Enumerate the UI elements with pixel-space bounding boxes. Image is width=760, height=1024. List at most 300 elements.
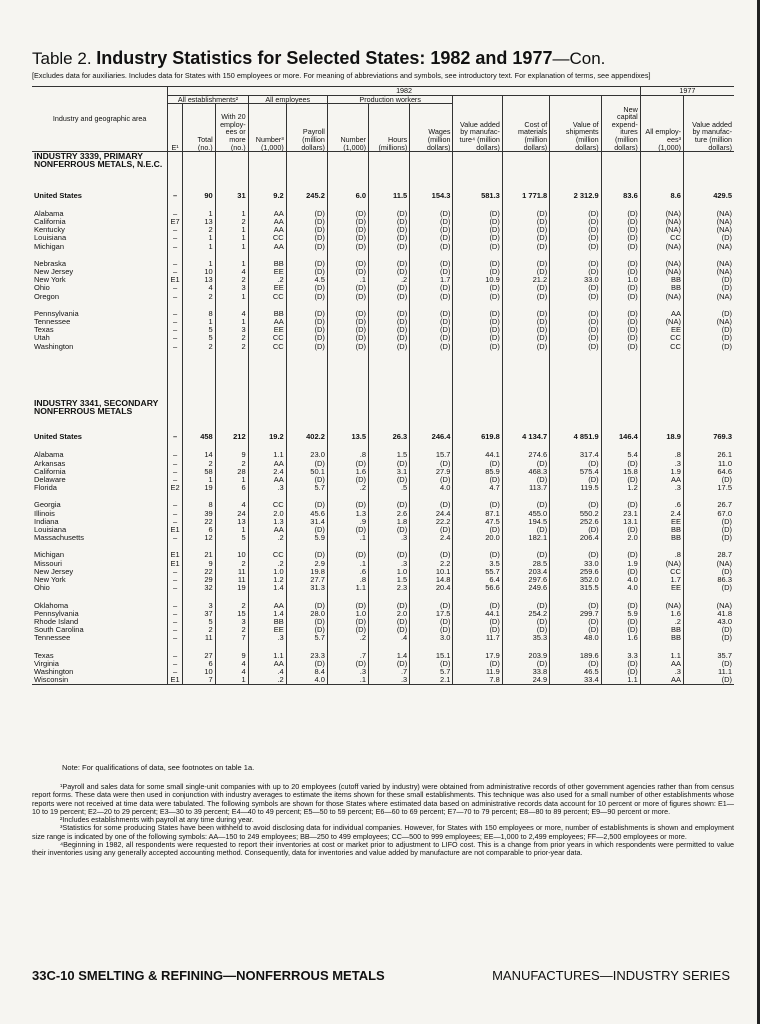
data-cell: (D) bbox=[369, 501, 410, 509]
data-cell: 26.3 bbox=[369, 433, 410, 441]
data-cell: (D) bbox=[683, 660, 734, 668]
data-cell: (D) bbox=[550, 310, 601, 318]
data-cell: 10 bbox=[182, 668, 215, 676]
data-cell: 4 bbox=[215, 660, 248, 668]
data-cell: 1 bbox=[215, 676, 248, 685]
data-cell: 58 bbox=[182, 468, 215, 476]
data-cell: 19.2 bbox=[248, 433, 286, 441]
data-cell: 5.4 bbox=[601, 451, 640, 459]
data-cell: BB bbox=[640, 534, 683, 542]
data-cell: 14.8 bbox=[410, 576, 453, 584]
data-cell: 9.2 bbox=[248, 192, 286, 200]
data-cell: (D) bbox=[601, 476, 640, 484]
estimate-flag: – bbox=[168, 510, 182, 518]
shipments-header: Value of shipments (million dollars) bbox=[550, 95, 601, 152]
data-cell: (D) bbox=[410, 626, 453, 634]
data-cell: 10.9 bbox=[453, 276, 502, 284]
data-cell: (D) bbox=[601, 668, 640, 676]
data-cell: (D) bbox=[410, 343, 453, 351]
area-name: Louisiana bbox=[34, 234, 67, 243]
data-cell: (D) bbox=[327, 460, 368, 468]
data-cell: (D) bbox=[369, 318, 410, 326]
data-cell: .2 bbox=[640, 618, 683, 626]
data-cell: 1 bbox=[215, 318, 248, 326]
state-row bbox=[32, 634, 734, 642]
data-cell: (D) bbox=[683, 343, 734, 351]
data-cell: 2 bbox=[215, 626, 248, 634]
data-cell: (D) bbox=[286, 210, 327, 218]
data-cell: (D) bbox=[453, 334, 502, 342]
estimate-flag: – bbox=[168, 602, 182, 610]
data-cell: (D) bbox=[601, 602, 640, 610]
data-cell: (D) bbox=[550, 326, 601, 334]
estimate-flag: – bbox=[168, 260, 182, 268]
data-cell: (NA) bbox=[683, 293, 734, 301]
data-cell: .3 bbox=[640, 668, 683, 676]
data-cell: 6 bbox=[182, 526, 215, 534]
data-cell: (D) bbox=[327, 260, 368, 268]
data-cell: 50.1 bbox=[286, 468, 327, 476]
data-cell: 13 bbox=[215, 518, 248, 526]
data-cell: (D) bbox=[327, 293, 368, 301]
data-cell: 2 bbox=[182, 460, 215, 468]
data-cell: 5.9 bbox=[286, 534, 327, 542]
state-row bbox=[32, 676, 734, 685]
data-cell: (D) bbox=[550, 268, 601, 276]
data-cell: (D) bbox=[502, 660, 549, 668]
data-cell: 8.4 bbox=[286, 668, 327, 676]
data-cell: 274.6 bbox=[502, 451, 549, 459]
spacer-row bbox=[32, 415, 734, 433]
section-heading: INDUSTRY 3339, PRIMARY NONFERROUS METALS, N.E.C. bbox=[34, 151, 163, 170]
data-cell: (D) bbox=[683, 676, 734, 685]
data-cell: (D) bbox=[683, 310, 734, 318]
data-cell: (D) bbox=[502, 626, 549, 634]
estimate-flag: – bbox=[168, 343, 182, 351]
data-cell: (D) bbox=[453, 618, 502, 626]
data-cell: (D) bbox=[327, 334, 368, 342]
data-cell: (D) bbox=[453, 660, 502, 668]
data-cell: (D) bbox=[683, 476, 734, 484]
table-number: Table 2. bbox=[32, 49, 92, 68]
estimate-flag: – bbox=[168, 668, 182, 676]
estimate-flag: – bbox=[168, 192, 182, 200]
estimate-flag: E1 bbox=[168, 560, 182, 568]
area-name: New Jersey bbox=[34, 268, 74, 277]
area-name: United States bbox=[34, 191, 82, 200]
section-heading-row bbox=[32, 399, 734, 415]
data-cell: 19.8 bbox=[286, 568, 327, 576]
total-header: Total (no.) bbox=[182, 104, 215, 152]
data-cell: (D) bbox=[601, 218, 640, 226]
data-cell: 299.7 bbox=[550, 610, 601, 618]
estimate-flag: E2 bbox=[168, 484, 182, 492]
data-cell: (D) bbox=[286, 310, 327, 318]
data-cell: (NA) bbox=[640, 260, 683, 268]
spacer-row bbox=[32, 351, 734, 399]
data-cell: 1 bbox=[182, 318, 215, 326]
footnote-3: ³Statistics for some producing States have been withheld to avoid disclosing data for individual companies. However, for States with 150 employees or more, number of establishments is shown and employment size range is indicated by one of the following symbols: AA—150 to 249 employees; BB—250 to 499 employees; CC—500 to 999 employees; EE—1,000 to 2,499 employees; FF—2,500 employees or more. bbox=[32, 823, 734, 841]
data-cell: (D) bbox=[369, 460, 410, 468]
data-cell: (D) bbox=[683, 284, 734, 292]
data-cell: 2.4 bbox=[640, 510, 683, 518]
data-cell: 18.9 bbox=[640, 433, 683, 441]
data-cell: (D) bbox=[502, 260, 549, 268]
data-cell: 6.4 bbox=[453, 576, 502, 584]
data-cell: 203.9 bbox=[502, 652, 549, 660]
data-cell: (D) bbox=[550, 526, 601, 534]
data-cell: 206.4 bbox=[550, 534, 601, 542]
data-cell: 4 bbox=[215, 501, 248, 509]
table-note: Note: For qualifications of data, see footnotes on table 1a. bbox=[62, 763, 255, 772]
data-cell: 1.1 bbox=[601, 676, 640, 685]
data-cell: 1.1 bbox=[327, 584, 368, 592]
data-cell: (D) bbox=[502, 501, 549, 509]
data-cell: 1.1 bbox=[640, 652, 683, 660]
data-cell: 4.0 bbox=[601, 584, 640, 592]
area-name: Kentucky bbox=[34, 226, 65, 235]
employees-1977-header: All employ-ees³ (1,000) bbox=[640, 95, 683, 152]
data-cell: 56.6 bbox=[453, 584, 502, 592]
area-name: Massachusetts bbox=[34, 534, 85, 543]
data-cell: 2 bbox=[215, 460, 248, 468]
estimate-flag: – bbox=[168, 626, 182, 634]
data-cell: .2 bbox=[327, 634, 368, 642]
data-cell: .8 bbox=[640, 451, 683, 459]
data-cell: 29 bbox=[182, 576, 215, 584]
data-cell: (D) bbox=[601, 334, 640, 342]
data-cell: (D) bbox=[550, 551, 601, 559]
data-cell: (D) bbox=[369, 602, 410, 610]
data-cell: (D) bbox=[601, 284, 640, 292]
data-cell: 17.5 bbox=[410, 610, 453, 618]
area-name: Tennessee bbox=[34, 634, 71, 643]
area-name: Georgia bbox=[34, 501, 61, 510]
data-cell: (D) bbox=[410, 551, 453, 559]
data-cell: (NA) bbox=[640, 293, 683, 301]
data-cell: BB bbox=[640, 284, 683, 292]
data-cell: AA bbox=[640, 310, 683, 318]
data-cell: (D) bbox=[410, 460, 453, 468]
data-cell: 27 bbox=[182, 652, 215, 660]
data-cell: (D) bbox=[286, 343, 327, 351]
data-cell: (D) bbox=[369, 293, 410, 301]
stub-header: Industry and geographic area bbox=[52, 114, 147, 124]
data-cell: (D) bbox=[327, 618, 368, 626]
data-cell: 4.0 bbox=[601, 576, 640, 584]
data-cell: 1.5 bbox=[369, 576, 410, 584]
data-cell: (D) bbox=[453, 501, 502, 509]
data-cell: (D) bbox=[327, 326, 368, 334]
data-cell: (D) bbox=[327, 310, 368, 318]
data-cell: 44.1 bbox=[453, 451, 502, 459]
data-cell: 4.5 bbox=[286, 276, 327, 284]
estimate-flag: – bbox=[168, 293, 182, 301]
data-cell: CC bbox=[248, 343, 286, 351]
data-cell: (D) bbox=[327, 318, 368, 326]
data-cell: (NA) bbox=[683, 602, 734, 610]
data-cell: (D) bbox=[502, 618, 549, 626]
data-cell: (D) bbox=[601, 526, 640, 534]
data-cell: 119.5 bbox=[550, 484, 601, 492]
data-cell: (D) bbox=[286, 284, 327, 292]
data-cell: (D) bbox=[286, 618, 327, 626]
data-cell: .1 bbox=[327, 534, 368, 542]
data-cell: 5.7 bbox=[286, 484, 327, 492]
data-cell: (D) bbox=[550, 226, 601, 234]
area-name: Pennsylvania bbox=[34, 309, 79, 318]
data-cell: 11 bbox=[182, 634, 215, 642]
data-cell: (D) bbox=[369, 310, 410, 318]
data-cell: 1.6 bbox=[327, 468, 368, 476]
data-cell: (NA) bbox=[640, 318, 683, 326]
data-cell: AA bbox=[248, 243, 286, 251]
footnote-1: ¹Payroll and sales data for some small single-unit companies with up to 20 employees (cutoff varied by industry) were obtained from administrative records of other government agencies rather than from census report forms. These data were then used in conjunction with industry averages to estimate the items shown for these small establishments. This technique was also used for a small number of other establishments whose reports were not received at time data were tabulated. The following symbols are shown for those States where estimated data based on administrative records data account for 10 percent or more of figures shown: E1—10 to 19 percent; E2—20 to 29 percent; E3—30 to 39 percent; E4—40 to 49 percent; E5—50 to 59 percent; E6—60 to 69 percent; E7—70 to 79 percent; E8—80 to 89 percent; E9—90 percent or more. bbox=[32, 782, 734, 816]
data-cell: CC bbox=[640, 334, 683, 342]
data-cell: (D) bbox=[453, 293, 502, 301]
data-cell: (NA) bbox=[640, 243, 683, 251]
estimate-flag: E1 bbox=[168, 526, 182, 534]
data-cell: (D) bbox=[550, 334, 601, 342]
data-cell: 1.4 bbox=[248, 610, 286, 618]
data-cell: 23.1 bbox=[601, 510, 640, 518]
data-cell: 249.6 bbox=[502, 584, 549, 592]
data-cell: 1.1 bbox=[248, 652, 286, 660]
data-cell: (D) bbox=[502, 602, 549, 610]
data-cell: 85.9 bbox=[453, 468, 502, 476]
data-cell: 11.1 bbox=[683, 668, 734, 676]
title-suffix: —Con. bbox=[552, 49, 606, 68]
data-cell: 1 bbox=[215, 293, 248, 301]
data-cell: 245.2 bbox=[286, 192, 327, 200]
data-cell: 2 bbox=[215, 560, 248, 568]
data-cell: AA bbox=[640, 476, 683, 484]
data-cell: 9 bbox=[215, 652, 248, 660]
data-cell: BB bbox=[640, 276, 683, 284]
capex-header: New capital expend-itures (million dollars) bbox=[601, 95, 640, 152]
estimate-flag: – bbox=[168, 268, 182, 276]
data-cell: 86.3 bbox=[683, 576, 734, 584]
data-cell: .8 bbox=[640, 551, 683, 559]
data-cell: 259.6 bbox=[550, 568, 601, 576]
all-establishments-header: All establishments² bbox=[168, 95, 248, 104]
area-name: Michigan bbox=[34, 242, 65, 251]
estimate-flag: – bbox=[168, 284, 182, 292]
data-cell: (NA) bbox=[640, 602, 683, 610]
data-cell: (D) bbox=[453, 218, 502, 226]
data-cell: (D) bbox=[286, 602, 327, 610]
data-cell: 7 bbox=[215, 634, 248, 642]
data-cell: .5 bbox=[369, 484, 410, 492]
estimate-flag: – bbox=[168, 618, 182, 626]
data-cell: (D) bbox=[327, 501, 368, 509]
all-employees-header: All employees bbox=[248, 95, 327, 104]
pw-number-header: Number (1,000) bbox=[327, 104, 368, 152]
data-cell: (D) bbox=[683, 234, 734, 242]
data-cell: .1 bbox=[327, 560, 368, 568]
data-cell: (D) bbox=[601, 501, 640, 509]
data-cell: (D) bbox=[410, 501, 453, 509]
number-header: Number³ (1,000) bbox=[248, 104, 286, 152]
production-workers-header: Production workers bbox=[327, 95, 453, 104]
data-cell: (D) bbox=[601, 551, 640, 559]
data-cell: 2.6 bbox=[369, 510, 410, 518]
data-cell: 39 bbox=[182, 510, 215, 518]
table-body bbox=[32, 152, 734, 685]
data-cell: (D) bbox=[550, 626, 601, 634]
data-cell: .2 bbox=[248, 276, 286, 284]
data-cell: 35.7 bbox=[683, 652, 734, 660]
data-cell: (D) bbox=[327, 551, 368, 559]
data-cell: 315.5 bbox=[550, 584, 601, 592]
estimate-flag: – bbox=[168, 318, 182, 326]
estimate-flag: – bbox=[168, 334, 182, 342]
area-name: Alabama bbox=[34, 209, 64, 218]
data-cell: (D) bbox=[286, 326, 327, 334]
data-cell: 28.0 bbox=[286, 610, 327, 618]
data-cell: 37 bbox=[182, 610, 215, 618]
data-cell: (D) bbox=[453, 310, 502, 318]
data-cell: (D) bbox=[453, 210, 502, 218]
data-cell: (D) bbox=[410, 660, 453, 668]
data-cell: (D) bbox=[502, 334, 549, 342]
data-cell: (D) bbox=[410, 602, 453, 610]
estimate-flag: – bbox=[168, 326, 182, 334]
data-cell: 1 bbox=[182, 234, 215, 242]
data-cell: 15 bbox=[215, 610, 248, 618]
data-cell: 23.3 bbox=[286, 652, 327, 660]
estimate-flag: – bbox=[168, 226, 182, 234]
data-cell: (D) bbox=[502, 243, 549, 251]
data-cell: 113.7 bbox=[502, 484, 549, 492]
data-cell: 1.9 bbox=[640, 468, 683, 476]
data-cell: (D) bbox=[286, 660, 327, 668]
data-cell: 3 bbox=[215, 284, 248, 292]
data-cell: (D) bbox=[410, 234, 453, 242]
data-cell: CC bbox=[640, 568, 683, 576]
area-name: Texas bbox=[34, 651, 54, 660]
data-cell: 13 bbox=[182, 218, 215, 226]
data-cell: 1 bbox=[215, 476, 248, 484]
data-cell: 1 bbox=[215, 234, 248, 242]
data-cell: 9 bbox=[215, 451, 248, 459]
data-cell: (D) bbox=[601, 318, 640, 326]
area-name: California bbox=[34, 218, 66, 226]
state-row bbox=[32, 584, 734, 592]
data-cell: 1 bbox=[182, 476, 215, 484]
area-name: Louisiana bbox=[34, 526, 67, 535]
data-cell: (D) bbox=[453, 343, 502, 351]
data-cell: 2.3 bbox=[369, 584, 410, 592]
data-cell: (D) bbox=[286, 501, 327, 509]
data-cell: 15.8 bbox=[601, 468, 640, 476]
data-cell: (D) bbox=[502, 234, 549, 242]
data-cell: 1.7 bbox=[640, 576, 683, 584]
value-added-header: Value added by manufac-ture⁴ (million dollars) bbox=[453, 95, 502, 152]
data-cell: (D) bbox=[453, 318, 502, 326]
data-cell: (D) bbox=[410, 260, 453, 268]
data-cell: 83.6 bbox=[601, 192, 640, 200]
data-cell: 212 bbox=[215, 433, 248, 441]
area-name: New York bbox=[34, 276, 66, 285]
data-cell: (NA) bbox=[683, 268, 734, 276]
data-cell: (D) bbox=[453, 284, 502, 292]
data-cell: .7 bbox=[327, 652, 368, 660]
area-name: Virginia bbox=[34, 659, 59, 668]
data-cell: 87.1 bbox=[453, 510, 502, 518]
estimate-flag: – bbox=[168, 634, 182, 642]
data-cell: .3 bbox=[640, 460, 683, 468]
data-cell: 1 bbox=[182, 260, 215, 268]
data-cell: (D) bbox=[683, 326, 734, 334]
data-cell: (D) bbox=[410, 226, 453, 234]
data-cell: 1.0 bbox=[601, 276, 640, 284]
data-cell: (D) bbox=[683, 534, 734, 542]
data-cell: (D) bbox=[369, 243, 410, 251]
data-cell: (D) bbox=[453, 602, 502, 610]
data-cell: (D) bbox=[550, 476, 601, 484]
data-cell: .2 bbox=[248, 534, 286, 542]
data-cell: .2 bbox=[248, 676, 286, 685]
area-name: Indiana bbox=[34, 517, 59, 526]
data-cell: 19 bbox=[182, 484, 215, 492]
data-cell: 4 bbox=[182, 284, 215, 292]
data-cell: (NA) bbox=[640, 210, 683, 218]
data-cell: .3 bbox=[248, 634, 286, 642]
data-cell: (D) bbox=[550, 618, 601, 626]
data-cell: (D) bbox=[369, 234, 410, 242]
area-name: Rhode Island bbox=[34, 617, 79, 626]
data-cell: (NA) bbox=[683, 560, 734, 568]
data-cell: 2 312.9 bbox=[550, 192, 601, 200]
data-cell: 17.5 bbox=[683, 484, 734, 492]
data-cell: EE bbox=[640, 584, 683, 592]
data-cell: 2.0 bbox=[369, 610, 410, 618]
data-cell: (D) bbox=[453, 476, 502, 484]
data-cell: 1 bbox=[182, 210, 215, 218]
data-cell: 1 bbox=[215, 260, 248, 268]
data-cell: 22 bbox=[182, 568, 215, 576]
area-name: Utah bbox=[34, 334, 50, 343]
data-cell: .3 bbox=[327, 668, 368, 676]
data-cell: CC bbox=[248, 334, 286, 342]
data-cell: 33.0 bbox=[550, 560, 601, 568]
data-cell: 5.7 bbox=[410, 668, 453, 676]
page-title bbox=[32, 48, 605, 69]
data-cell: 28 bbox=[215, 468, 248, 476]
estimate-flag: E1 bbox=[168, 551, 182, 559]
data-cell: 26.1 bbox=[683, 451, 734, 459]
data-cell: 5 bbox=[182, 334, 215, 342]
data-cell: (D) bbox=[550, 293, 601, 301]
area-name: Texas bbox=[34, 326, 54, 335]
data-cell: 64.6 bbox=[683, 468, 734, 476]
data-cell: .2 bbox=[369, 276, 410, 284]
data-cell: 20.4 bbox=[410, 584, 453, 592]
data-cell: (D) bbox=[286, 268, 327, 276]
data-cell: 5 bbox=[182, 326, 215, 334]
data-cell: (D) bbox=[601, 234, 640, 242]
estimate-flag: – bbox=[168, 610, 182, 618]
data-cell: (D) bbox=[327, 526, 368, 534]
data-cell: EE bbox=[248, 626, 286, 634]
data-cell: BB bbox=[248, 618, 286, 626]
data-cell: (D) bbox=[369, 226, 410, 234]
data-cell: (D) bbox=[327, 210, 368, 218]
data-cell: (D) bbox=[550, 243, 601, 251]
data-cell: 468.3 bbox=[502, 468, 549, 476]
data-cell: (D) bbox=[410, 318, 453, 326]
